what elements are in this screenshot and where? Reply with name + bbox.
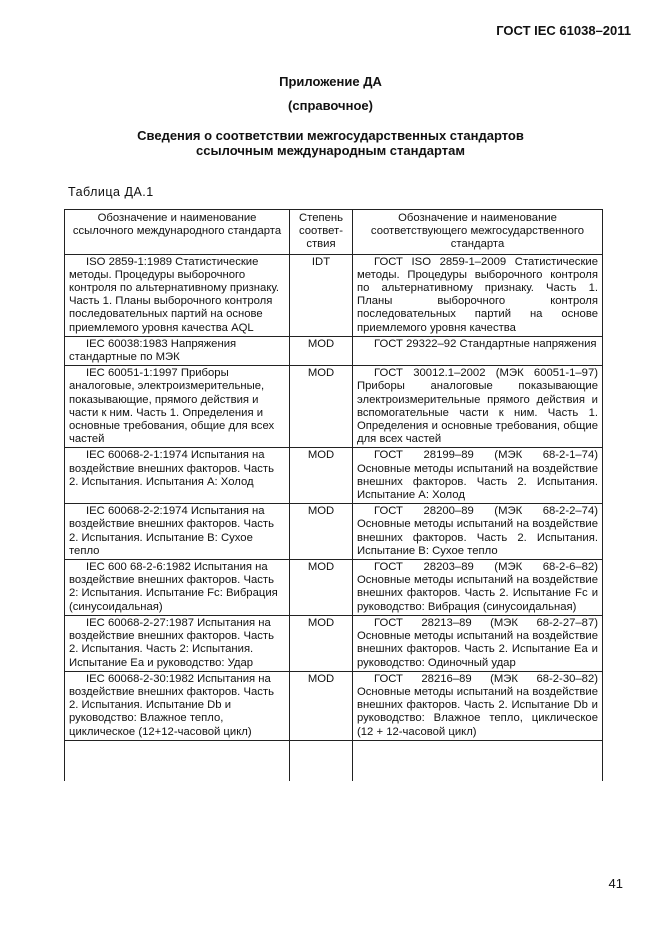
national-standard-cell: ГОСТ 30012.1–2002 (МЭК 60051-1–97) Приборы аналоговые показывающие электроизмерительные прямого действия и вспомогательные части к ним. Часть 1. Определения и основные требования, общие для всех частей xyxy=(353,366,603,448)
correspondence-table xyxy=(64,209,603,781)
table-row xyxy=(65,336,603,365)
table-caption: Таблица ДА.1 xyxy=(68,185,154,199)
international-standard-cell: IEC 600 68-2-6:1982 Испытания на воздействие внешних факторов. Часть 2: Испытания. Испытание Fc: Вибрация (синусоидальная) xyxy=(65,560,290,616)
table-row xyxy=(65,671,603,740)
table-row xyxy=(65,504,603,560)
table-row xyxy=(65,254,603,336)
international-standard-cell: IEC 60068-2-1:1974 Испытания на воздействие внешних факторов. Часть 2. Испытания. Испытания А: Холод xyxy=(65,448,290,504)
degree-cell: MOD xyxy=(290,671,353,740)
international-standard-cell: IEC 60068-2-30:1982 Испытания на воздействие внешних факторов. Часть 2. Испытания. Испытание Db и руководство: Влажное тепло, циклическое (12+12-часовой цикл) xyxy=(65,671,290,740)
national-standard-cell: ГОСТ 28216–89 (МЭК 68-2-30–82) Основные методы испытаний на воздействие внешних факторов. Часть 2. Испытание Db и руководство: Влажное тепло, циклическое (12 + 12-часовой цикл) xyxy=(353,671,603,740)
annex-subtitle xyxy=(0,128,661,158)
document-header: ГОСТ IEC 61038–2011 xyxy=(496,23,631,38)
degree-cell: MOD xyxy=(290,448,353,504)
degree-cell: MOD xyxy=(290,504,353,560)
subtitle-line-2: ссылочным международным стандартам xyxy=(196,143,465,158)
national-standard-cell: ГОСТ ISO 2859-1–2009 Статистические методы. Процедуры выборочного контроля по альтернативному признаку. Часть 1. Планы выборочного контроля последовательных партий на основе приемлемого уровня качества xyxy=(353,254,603,336)
table-header-row xyxy=(65,210,603,255)
table-row xyxy=(65,560,603,616)
empty-cell xyxy=(353,740,603,781)
international-standard-cell: IEC 60038:1983 Напряжения стандартные по МЭК xyxy=(65,336,290,365)
table-row xyxy=(65,448,603,504)
annex-title: Приложение ДА xyxy=(279,74,382,89)
table-row xyxy=(65,615,603,671)
degree-cell: MOD xyxy=(290,366,353,448)
national-standard-cell: ГОСТ 28200–89 (МЭК 68-2-2–74) Основные методы испытаний на воздействие внешних факторов. Часть 2. Испытания. Испытание В: Сухое тепло xyxy=(353,504,603,560)
page-number: 41 xyxy=(608,876,623,891)
subtitle-line-1: Сведения о соответствии межгосударственных стандартов xyxy=(137,128,524,143)
national-standard-cell: ГОСТ 28203–89 (МЭК 68-2-6–82) Основные методы испытаний на воздействие внешних факторов. Часть 2. Испытание Fc и руководство: Вибрация (синусоидальная) xyxy=(353,560,603,616)
international-standard-cell: ISO 2859-1:1989 Статистические методы. Процедуры выборочного контроля по альтернативному признаку. Часть 1. Планы выборочного контроля последовательных партий на основе приемлемого уровня качества AQL xyxy=(65,254,290,336)
international-standard-cell: IEC 60068-2-2:1974 Испытания на воздействие внешних факторов. Часть 2. Испытания. Испытание В: Сухое тепло xyxy=(65,504,290,560)
national-standard-cell: ГОСТ 28199–89 (МЭК 68-2-1–74) Основные методы испытаний на воздействие внешних факторов. Часть 2. Испытания. Испытание А: Холод xyxy=(353,448,603,504)
national-standard-cell: ГОСТ 28213–89 (МЭК 68-2-27–87) Основные методы испытаний на воздействие внешних факторов. Часть 2. Испытание Ea и руководство: Одиночный удар xyxy=(353,615,603,671)
table-continuation-row xyxy=(65,740,603,781)
degree-cell: IDT xyxy=(290,254,353,336)
international-standard-cell: IEC 60068-2-27:1987 Испытания на воздействие внешних факторов. Часть 2. Испытания. Часть 2: Испытания. Испытание Ea и руководство: Удар xyxy=(65,615,290,671)
degree-cell: MOD xyxy=(290,615,353,671)
degree-cell: MOD xyxy=(290,336,353,365)
empty-cell xyxy=(290,740,353,781)
international-standard-cell: IEC 60051-1:1997 Приборы аналоговые, электроизмерительные, показывающие, прямого действия и части к ним. Часть 1. Определения и основные требования, общие для всех частей xyxy=(65,366,290,448)
header-international-standard: Обозначение и наименование ссылочного международного стандарта xyxy=(65,210,290,255)
header-degree: Степень соответ-ствия xyxy=(290,210,353,255)
empty-cell xyxy=(65,740,290,781)
degree-cell: MOD xyxy=(290,560,353,616)
national-standard-cell: ГОСТ 29322–92 Стандартные напряжения xyxy=(353,336,603,365)
header-national-standard: Обозначение и наименование соответствующего межгосударственного стандарта xyxy=(353,210,603,255)
annex-type: (справочное) xyxy=(288,98,373,113)
table-row xyxy=(65,366,603,448)
